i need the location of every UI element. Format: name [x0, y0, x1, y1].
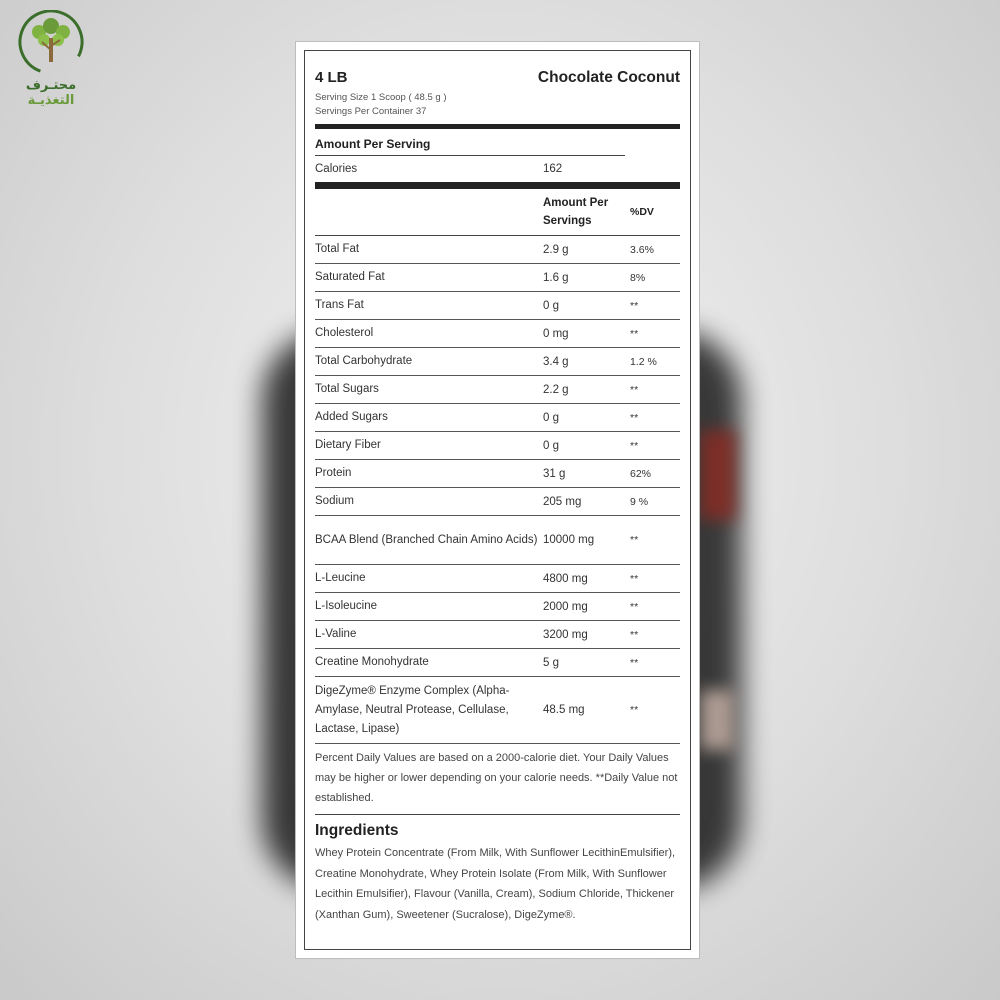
nutrient-name: Total Sugars [315, 383, 379, 395]
nutrient-amount: 0 g [543, 411, 559, 424]
nutrient-name: L-Valine [315, 628, 357, 640]
brand-logo [14, 10, 88, 108]
column-header-dv: %DV [630, 206, 654, 218]
nutrient-name: Saturated Fat [315, 271, 385, 283]
nutrient-amount: 5 g [543, 656, 559, 669]
calories-label: Calories [315, 163, 358, 175]
nutrient-dv: ** [630, 439, 639, 452]
calories-value: 162 [543, 163, 563, 175]
nutrient-dv: ** [630, 534, 639, 546]
nutrient-dv: 1.2 % [630, 355, 657, 368]
nutrient-dv: 8% [630, 271, 646, 284]
nutrient-dv: ** [630, 299, 639, 312]
nutrient-dv: ** [630, 572, 639, 585]
nutrient-dv: 9 % [630, 495, 649, 508]
nutrient-name: BCAA Blend (Branched Chain Amino Acids) [315, 533, 538, 546]
serving-size: Serving Size 1 Scoop ( 48.5 g ) [315, 92, 447, 103]
amount-per-serving-heading: Amount Per Serving [315, 129, 625, 156]
tree-icon [18, 10, 84, 78]
nutrient-amount: 0 mg [543, 327, 569, 340]
ingredients-heading: Ingredients [315, 822, 399, 839]
flavor-name: Chocolate Coconut [537, 69, 680, 86]
nutrient-amount: 0 g [543, 299, 559, 312]
nutrition-label [304, 50, 691, 950]
nutrient-dv: ** [630, 628, 639, 641]
nutrient-amount: 0 g [543, 439, 559, 452]
nutrient-dv: 3.6% [630, 243, 654, 256]
nutrient-name: Dietary Fiber [315, 439, 381, 451]
nutrient-name: Protein [315, 467, 352, 479]
nutrient-amount: 48.5 mg [543, 704, 585, 716]
servings-per-container: Servings Per Container 37 [315, 106, 427, 117]
logo-text-line2: التغذيـة [27, 93, 75, 108]
nutrient-amount: 205 mg [543, 495, 582, 508]
ingredients-text: Whey Protein Concentrate (From Milk, With Sunflower LecithinEmulsifier), Creatine Monohydrate, Whey Protein Isolate (From Milk, With Sunflower Lecithin Emulsifier), Flavour (Vanilla, Cream), Sodium Chloride, Thickener (Xanthan Gum), Sweetener (Sucralose), DigeZyme®. [315, 847, 676, 921]
nutrient-name: Creatine Monohydrate [315, 656, 429, 668]
table-row [315, 516, 680, 565]
package-size: 4 LB [315, 69, 348, 86]
nutrient-name: Sodium [315, 495, 354, 507]
nutrition-panel [295, 41, 700, 959]
label-header [315, 69, 680, 87]
daily-value-footnote: Percent Daily Values are based on a 2000-calorie diet. Your Daily Values may be higher or lower depending on your calorie needs. **Daily Value not established. [315, 744, 680, 815]
table-row [315, 677, 680, 744]
column-header-amount: Amount Per Servings [543, 197, 609, 227]
nutrient-name: Total Carbohydrate [315, 355, 413, 367]
nutrient-amount: 3.4 g [543, 355, 569, 368]
nutrient-name: L-Leucine [315, 572, 366, 584]
nutrient-amount: 2.9 g [543, 243, 569, 256]
table-row [315, 432, 680, 460]
nutrient-name: Trans Fat [315, 299, 364, 311]
table-row [315, 320, 680, 348]
calories-row [315, 156, 680, 182]
table-row [315, 236, 680, 264]
table-row [315, 565, 680, 593]
column-headers [315, 189, 680, 236]
nutrient-dv: ** [630, 327, 639, 340]
table-row [315, 264, 680, 292]
jar-label-accent [700, 430, 736, 520]
nutrient-name: Added Sugars [315, 411, 388, 423]
jar-label-accent [700, 690, 734, 750]
nutrient-dv: ** [630, 383, 639, 396]
nutrient-amount: 31 g [543, 467, 566, 480]
table-row [315, 621, 680, 649]
nutrient-name: L-Isoleucine [315, 600, 378, 612]
table-row [315, 460, 680, 488]
table-row [315, 292, 680, 320]
nutrient-amount: 2.2 g [543, 383, 569, 396]
nutrient-amount: 3200 mg [543, 628, 588, 641]
nutrient-name: Cholesterol [315, 327, 374, 339]
table-row [315, 404, 680, 432]
table-row [315, 649, 680, 677]
divider-thick [315, 182, 680, 189]
nutrient-amount: 1.6 g [543, 271, 569, 284]
nutrient-dv: ** [630, 704, 639, 716]
nutrient-name: Total Fat [315, 243, 360, 255]
nutrient-dv: ** [630, 656, 639, 669]
nutrient-amount: 4800 mg [543, 572, 588, 585]
serving-info [315, 91, 680, 119]
table-row [315, 488, 680, 516]
table-row [315, 593, 680, 621]
nutrient-dv: 62% [630, 467, 652, 480]
nutrient-amount: 10000 mg [543, 534, 595, 546]
table-row [315, 376, 680, 404]
nutrient-name: DigeZyme® Enzyme Complex (Alpha-Amylase, Neutral Protease, Cellulase, Lactase, Lipase) [315, 684, 510, 735]
nutrient-amount: 2000 mg [543, 600, 588, 613]
table-row [315, 348, 680, 376]
logo-text-line1: محتـرف [25, 78, 77, 93]
nutrient-dv: ** [630, 411, 639, 424]
nutrient-dv: ** [630, 600, 639, 613]
